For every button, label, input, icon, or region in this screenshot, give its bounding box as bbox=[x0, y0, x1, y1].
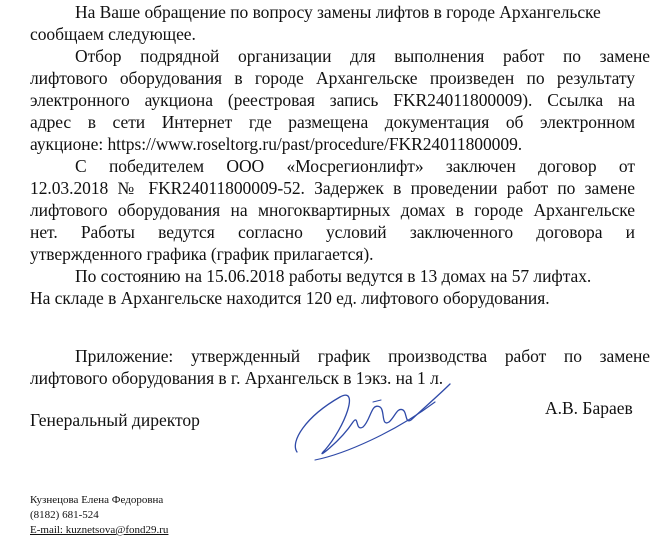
executor-email: E-mail: kuznetsova@fond29.ru bbox=[30, 524, 169, 536]
handwritten-signature bbox=[285, 372, 455, 472]
attachment-line-2: лифтового оборудования в г. Архангельск в 1экз. на 1 л. bbox=[30, 368, 444, 388]
paragraph-line-2: сообщаем следующее. bbox=[30, 24, 196, 44]
paragraph-line-9: 12.03.2018 № FKR24011800009-52. Задержек в проведении работ по замене bbox=[30, 178, 635, 198]
paragraph-line-5: электронного аукциона (реестровая запись FKR24011800009). Ссылка на bbox=[30, 90, 635, 110]
paragraph-line-12: утвержденного графика (график прилагается). bbox=[30, 244, 374, 264]
executor-phone: (8182) 681-524 bbox=[30, 509, 99, 521]
paragraph-line-6: адрес в сети Интернет где размещена документация об электронном bbox=[30, 112, 635, 132]
paragraph-line-1: На Ваше обращение по вопросу замены лифтов в городе Архангельске bbox=[75, 2, 601, 22]
signatory-name: А.В. Бараев bbox=[545, 398, 633, 418]
signatory-position: Генеральный директор bbox=[30, 410, 200, 430]
paragraph-line-10: лифтового оборудования на многоквартирных домах в городе Архангельске bbox=[30, 200, 635, 220]
paragraph-line-3: Отбор подрядной организации для выполнения работ по замене bbox=[75, 46, 650, 66]
executor-name: Кузнецова Елена Федоровна bbox=[30, 494, 164, 506]
paragraph-line-8: С победителем ООО «Мосрегионлифт» заключен договор от bbox=[75, 156, 635, 176]
paragraph-line-11: нет. Работы ведутся согласно условий заключенного договора и bbox=[30, 222, 635, 242]
paragraph-line-13: По состоянию на 15.06.2018 работы ведутся в 13 домах на 57 лифтах. bbox=[75, 266, 592, 286]
paragraph-line-4: лифтового оборудования в городе Архангельске произведен по результату bbox=[30, 68, 635, 88]
paragraph-line-14: На складе в Архангельске находится 120 ед. лифтового оборудования. bbox=[30, 288, 550, 308]
paragraph-line-7: аукционе: https://www.roseltorg.ru/past/procedure/FKR24011800009. bbox=[30, 134, 523, 154]
attachment-line-1: Приложение: утвержденный график производства работ по замене bbox=[75, 346, 650, 366]
